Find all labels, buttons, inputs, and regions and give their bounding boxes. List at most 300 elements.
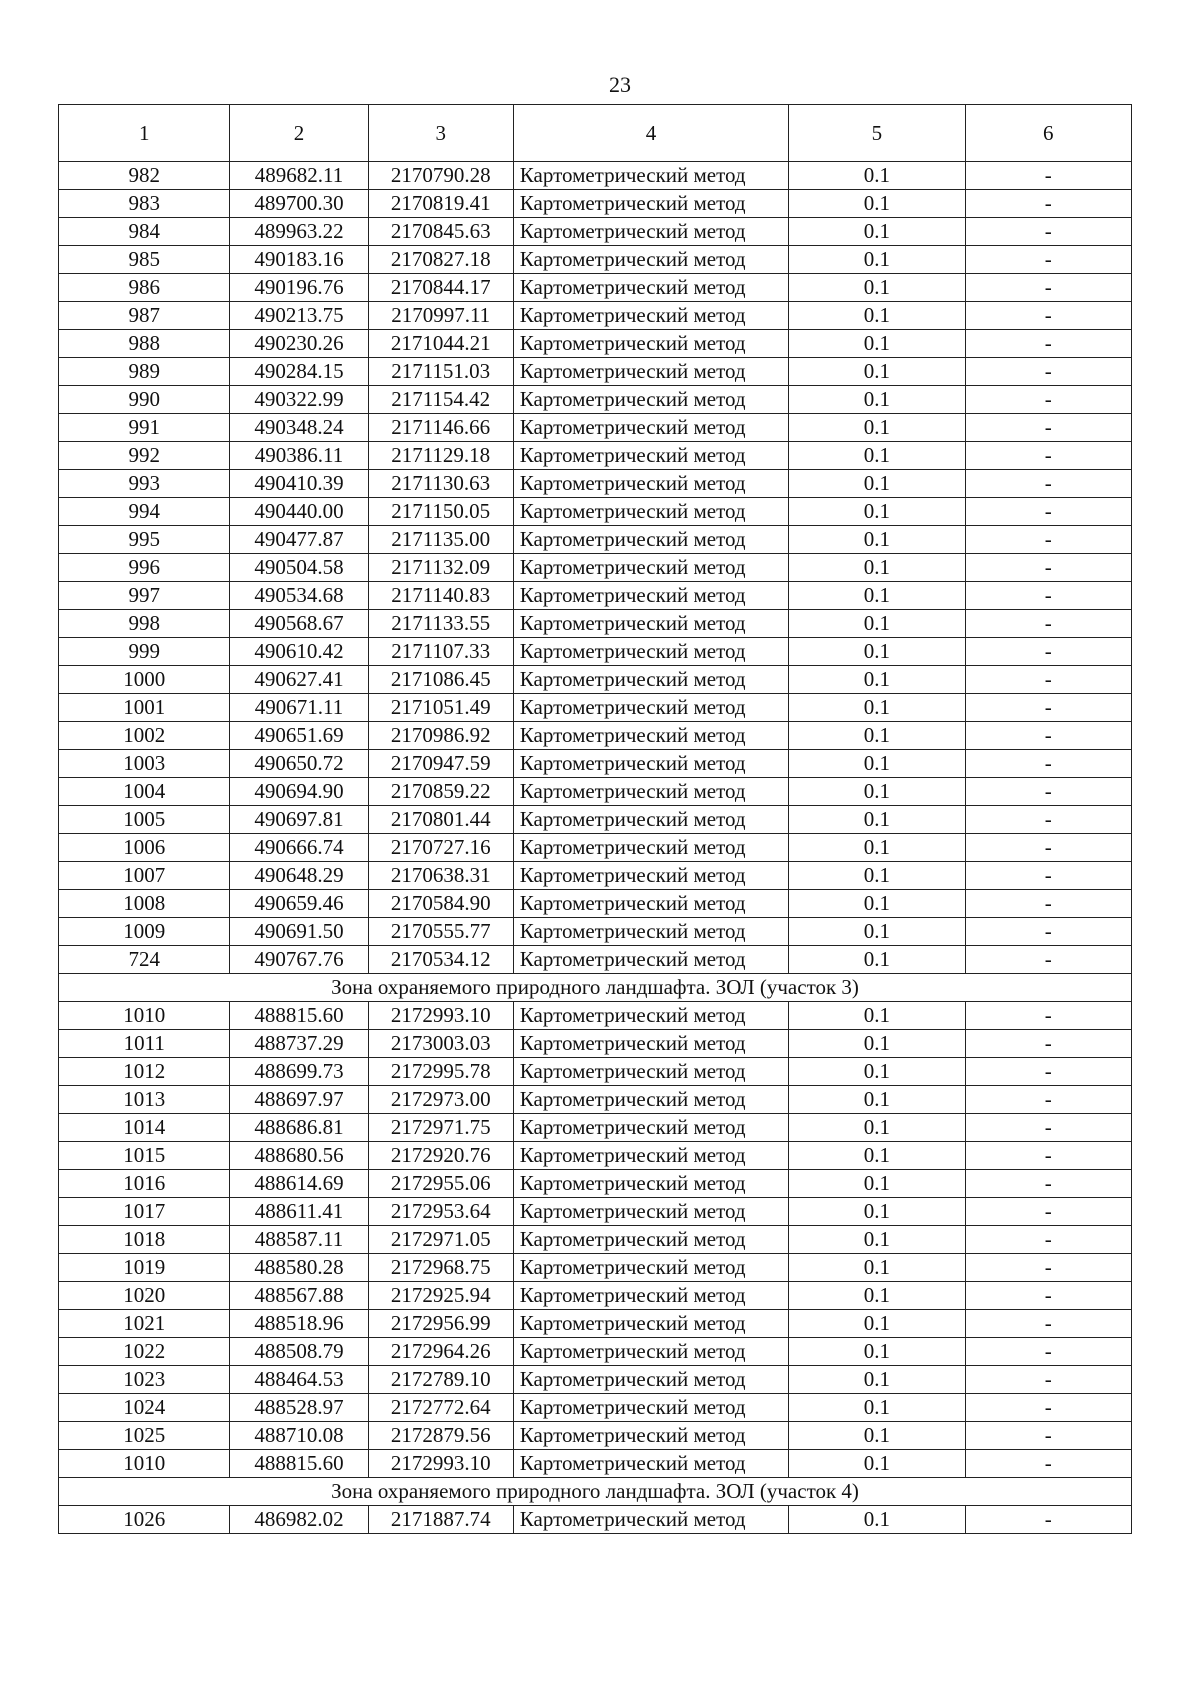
cell-acc: 0.1 [789, 1142, 965, 1170]
cell-x: 488528.97 [230, 1394, 368, 1422]
cell-y: 2171086.45 [368, 666, 513, 694]
cell-y: 2171146.66 [368, 414, 513, 442]
cell-note: - [965, 1254, 1131, 1282]
cell-y: 2171150.05 [368, 498, 513, 526]
cell-y: 2172973.00 [368, 1086, 513, 1114]
table-row [59, 470, 1132, 498]
cell-n: 1026 [59, 1506, 230, 1534]
cell-x: 488710.08 [230, 1422, 368, 1450]
cell-n: 984 [59, 218, 230, 246]
cell-y: 2172953.64 [368, 1198, 513, 1226]
cell-acc: 0.1 [789, 1226, 965, 1254]
coordinates-table [58, 104, 1132, 1534]
cell-note: - [965, 750, 1131, 778]
cell-note: - [965, 1422, 1131, 1450]
table-row [59, 554, 1132, 582]
table-row [59, 918, 1132, 946]
cell-n: 1022 [59, 1338, 230, 1366]
cell-x: 490534.68 [230, 582, 368, 610]
page-number: 23 [609, 72, 631, 97]
table-row [59, 1114, 1132, 1142]
header-cell: 3 [368, 105, 513, 162]
header-cell: 1 [59, 105, 230, 162]
cell-note: - [965, 246, 1131, 274]
cell-x: 488580.28 [230, 1254, 368, 1282]
table-row [59, 806, 1132, 834]
cell-note: - [965, 778, 1131, 806]
cell-method: Картометрический метод [513, 386, 788, 414]
cell-x: 490767.76 [230, 946, 368, 974]
cell-method: Картометрический метод [513, 1338, 788, 1366]
table-row [59, 442, 1132, 470]
cell-y: 2170727.16 [368, 834, 513, 862]
table-row [59, 890, 1132, 918]
table-header [59, 105, 1132, 162]
cell-x: 488464.53 [230, 1366, 368, 1394]
cell-method: Картометрический метод [513, 1198, 788, 1226]
cell-acc: 0.1 [789, 1254, 965, 1282]
cell-method: Картометрический метод [513, 946, 788, 974]
cell-method: Картометрический метод [513, 330, 788, 358]
cell-y: 2170997.11 [368, 302, 513, 330]
table-row [59, 1394, 1132, 1422]
table-row [59, 246, 1132, 274]
cell-n: 996 [59, 554, 230, 582]
cell-method: Картометрический метод [513, 862, 788, 890]
cell-note: - [965, 1338, 1131, 1366]
cell-x: 490410.39 [230, 470, 368, 498]
cell-note: - [965, 1310, 1131, 1338]
cell-x: 490650.72 [230, 750, 368, 778]
cell-n: 987 [59, 302, 230, 330]
table-row [59, 274, 1132, 302]
cell-note: - [965, 1002, 1131, 1030]
cell-acc: 0.1 [789, 162, 965, 190]
cell-acc: 0.1 [789, 554, 965, 582]
table-row [59, 694, 1132, 722]
cell-y: 2170534.12 [368, 946, 513, 974]
cell-x: 490386.11 [230, 442, 368, 470]
table-row [59, 162, 1132, 190]
cell-x: 488815.60 [230, 1450, 368, 1478]
cell-method: Картометрический метод [513, 1086, 788, 1114]
cell-x: 488508.79 [230, 1338, 368, 1366]
table-row [59, 1170, 1132, 1198]
cell-n: 1009 [59, 918, 230, 946]
cell-x: 488567.88 [230, 1282, 368, 1310]
cell-y: 2170801.44 [368, 806, 513, 834]
cell-acc: 0.1 [789, 778, 965, 806]
cell-acc: 0.1 [789, 750, 965, 778]
cell-note: - [965, 274, 1131, 302]
cell-acc: 0.1 [789, 638, 965, 666]
cell-x: 490694.90 [230, 778, 368, 806]
cell-x: 490477.87 [230, 526, 368, 554]
cell-n: 983 [59, 190, 230, 218]
cell-method: Картометрический метод [513, 1394, 788, 1422]
cell-n: 1016 [59, 1170, 230, 1198]
cell-method: Картометрический метод [513, 218, 788, 246]
cell-y: 2170947.59 [368, 750, 513, 778]
cell-note: - [965, 1142, 1131, 1170]
cell-x: 490230.26 [230, 330, 368, 358]
table-row [59, 638, 1132, 666]
table-row [59, 1506, 1132, 1534]
cell-note: - [965, 526, 1131, 554]
cell-x: 488587.11 [230, 1226, 368, 1254]
cell-x: 490504.58 [230, 554, 368, 582]
cell-method: Картометрический метод [513, 246, 788, 274]
cell-note: - [965, 918, 1131, 946]
cell-x: 490440.00 [230, 498, 368, 526]
cell-note: - [965, 1114, 1131, 1142]
cell-x: 490610.42 [230, 638, 368, 666]
cell-method: Картометрический метод [513, 554, 788, 582]
cell-n: 985 [59, 246, 230, 274]
cell-acc: 0.1 [789, 1450, 965, 1478]
cell-acc: 0.1 [789, 1394, 965, 1422]
table-row [59, 386, 1132, 414]
table-row [59, 498, 1132, 526]
cell-y: 2170859.22 [368, 778, 513, 806]
cell-note: - [965, 218, 1131, 246]
table-row [59, 946, 1132, 974]
cell-acc: 0.1 [789, 218, 965, 246]
cell-n: 1003 [59, 750, 230, 778]
cell-acc: 0.1 [789, 414, 965, 442]
table-body [59, 162, 1132, 1534]
table-row [59, 1254, 1132, 1282]
cell-note: - [965, 386, 1131, 414]
table-row [59, 834, 1132, 862]
section-title: Зона охраняемого природного ландшафта. ЗОЛ (участок 3) [59, 974, 1132, 1002]
cell-y: 2170986.92 [368, 722, 513, 750]
cell-x: 490651.69 [230, 722, 368, 750]
cell-x: 486982.02 [230, 1506, 368, 1534]
cell-method: Картометрический метод [513, 162, 788, 190]
table-row [59, 582, 1132, 610]
cell-y: 2172955.06 [368, 1170, 513, 1198]
cell-method: Картометрический метод [513, 1002, 788, 1030]
cell-method: Картометрический метод [513, 1282, 788, 1310]
cell-method: Картометрический метод [513, 1254, 788, 1282]
cell-n: 998 [59, 610, 230, 638]
cell-y: 2170790.28 [368, 162, 513, 190]
cell-method: Картометрический метод [513, 190, 788, 218]
cell-acc: 0.1 [789, 722, 965, 750]
table-row [59, 330, 1132, 358]
cell-note: - [965, 610, 1131, 638]
table-row [59, 1058, 1132, 1086]
cell-method: Картометрический метод [513, 1366, 788, 1394]
cell-y: 2172920.76 [368, 1142, 513, 1170]
cell-x: 488697.97 [230, 1086, 368, 1114]
header-cell: 6 [965, 105, 1131, 162]
cell-n: 991 [59, 414, 230, 442]
cell-x: 488686.81 [230, 1114, 368, 1142]
cell-n: 1000 [59, 666, 230, 694]
cell-n: 1012 [59, 1058, 230, 1086]
cell-method: Картометрический метод [513, 498, 788, 526]
cell-y: 2172971.75 [368, 1114, 513, 1142]
cell-x: 490183.16 [230, 246, 368, 274]
cell-x: 488680.56 [230, 1142, 368, 1170]
cell-y: 2172968.75 [368, 1254, 513, 1282]
table-row [59, 414, 1132, 442]
cell-method: Картометрический метод [513, 694, 788, 722]
table-row [59, 1198, 1132, 1226]
table-row [59, 1310, 1132, 1338]
cell-acc: 0.1 [789, 1422, 965, 1450]
cell-note: - [965, 1450, 1131, 1478]
table-row [59, 1338, 1132, 1366]
cell-n: 995 [59, 526, 230, 554]
cell-n: 1024 [59, 1394, 230, 1422]
cell-n: 1004 [59, 778, 230, 806]
cell-acc: 0.1 [789, 1198, 965, 1226]
cell-note: - [965, 302, 1131, 330]
cell-note: - [965, 470, 1131, 498]
cell-y: 2171135.00 [368, 526, 513, 554]
cell-n: 1010 [59, 1002, 230, 1030]
cell-x: 489963.22 [230, 218, 368, 246]
cell-note: - [965, 190, 1131, 218]
cell-y: 2171887.74 [368, 1506, 513, 1534]
cell-note: - [965, 358, 1131, 386]
cell-x: 490348.24 [230, 414, 368, 442]
cell-method: Картометрический метод [513, 722, 788, 750]
cell-note: - [965, 638, 1131, 666]
cell-n: 994 [59, 498, 230, 526]
section-title: Зона охраняемого природного ландшафта. ЗОЛ (участок 4) [59, 1478, 1132, 1506]
cell-x: 490671.11 [230, 694, 368, 722]
cell-acc: 0.1 [789, 358, 965, 386]
cell-n: 992 [59, 442, 230, 470]
cell-x: 490213.75 [230, 302, 368, 330]
cell-note: - [965, 862, 1131, 890]
cell-acc: 0.1 [789, 890, 965, 918]
table-row [59, 1030, 1132, 1058]
cell-n: 982 [59, 162, 230, 190]
table-row [59, 610, 1132, 638]
cell-note: - [965, 442, 1131, 470]
cell-note: - [965, 1366, 1131, 1394]
cell-method: Картометрический метод [513, 610, 788, 638]
table-row [59, 862, 1132, 890]
cell-note: - [965, 1030, 1131, 1058]
cell-y: 2170819.41 [368, 190, 513, 218]
cell-y: 2171129.18 [368, 442, 513, 470]
cell-n: 1001 [59, 694, 230, 722]
cell-acc: 0.1 [789, 1282, 965, 1310]
cell-n: 1018 [59, 1226, 230, 1254]
cell-method: Картометрический метод [513, 358, 788, 386]
cell-method: Картометрический метод [513, 834, 788, 862]
cell-n: 1005 [59, 806, 230, 834]
table-row [59, 526, 1132, 554]
cell-y: 2171130.63 [368, 470, 513, 498]
cell-x: 490196.76 [230, 274, 368, 302]
cell-y: 2171107.33 [368, 638, 513, 666]
cell-method: Картометрический метод [513, 806, 788, 834]
table-row [59, 1366, 1132, 1394]
cell-method: Картометрический метод [513, 470, 788, 498]
cell-y: 2170827.18 [368, 246, 513, 274]
cell-n: 1013 [59, 1086, 230, 1114]
cell-method: Картометрический метод [513, 1170, 788, 1198]
cell-n: 1014 [59, 1114, 230, 1142]
cell-method: Картометрический метод [513, 274, 788, 302]
cell-note: - [965, 1198, 1131, 1226]
cell-y: 2171044.21 [368, 330, 513, 358]
table-row [59, 218, 1132, 246]
cell-acc: 0.1 [789, 386, 965, 414]
cell-n: 1017 [59, 1198, 230, 1226]
cell-x: 490568.67 [230, 610, 368, 638]
cell-y: 2172925.94 [368, 1282, 513, 1310]
cell-method: Картометрический метод [513, 890, 788, 918]
cell-note: - [965, 1170, 1131, 1198]
table-row [59, 190, 1132, 218]
cell-acc: 0.1 [789, 1114, 965, 1142]
cell-note: - [965, 1506, 1131, 1534]
cell-acc: 0.1 [789, 1002, 965, 1030]
cell-y: 2170638.31 [368, 862, 513, 890]
cell-acc: 0.1 [789, 442, 965, 470]
cell-x: 488611.41 [230, 1198, 368, 1226]
cell-method: Картометрический метод [513, 1226, 788, 1254]
cell-n: 1011 [59, 1030, 230, 1058]
cell-method: Картометрический метод [513, 1058, 788, 1086]
section-row [59, 1478, 1132, 1506]
cell-y: 2170555.77 [368, 918, 513, 946]
cell-n: 993 [59, 470, 230, 498]
cell-method: Картометрический метод [513, 1310, 788, 1338]
cell-y: 2172995.78 [368, 1058, 513, 1086]
cell-y: 2171154.42 [368, 386, 513, 414]
cell-note: - [965, 554, 1131, 582]
cell-method: Картометрический метод [513, 1030, 788, 1058]
cell-note: - [965, 1226, 1131, 1254]
cell-y: 2172964.26 [368, 1338, 513, 1366]
cell-x: 488518.96 [230, 1310, 368, 1338]
table-row [59, 1450, 1132, 1478]
table-row [59, 750, 1132, 778]
cell-note: - [965, 694, 1131, 722]
cell-acc: 0.1 [789, 1506, 965, 1534]
cell-note: - [965, 1058, 1131, 1086]
cell-n: 1025 [59, 1422, 230, 1450]
cell-n: 724 [59, 946, 230, 974]
cell-n: 990 [59, 386, 230, 414]
cell-note: - [965, 806, 1131, 834]
cell-y: 2171132.09 [368, 554, 513, 582]
cell-x: 490284.15 [230, 358, 368, 386]
cell-acc: 0.1 [789, 946, 965, 974]
cell-note: - [965, 330, 1131, 358]
cell-acc: 0.1 [789, 274, 965, 302]
cell-n: 1020 [59, 1282, 230, 1310]
cell-note: - [965, 162, 1131, 190]
cell-acc: 0.1 [789, 526, 965, 554]
cell-acc: 0.1 [789, 1030, 965, 1058]
cell-acc: 0.1 [789, 1338, 965, 1366]
cell-method: Картометрический метод [513, 778, 788, 806]
cell-y: 2171133.55 [368, 610, 513, 638]
table-row [59, 1282, 1132, 1310]
cell-acc: 0.1 [789, 918, 965, 946]
cell-acc: 0.1 [789, 582, 965, 610]
cell-n: 989 [59, 358, 230, 386]
cell-x: 489682.11 [230, 162, 368, 190]
cell-y: 2171051.49 [368, 694, 513, 722]
cell-y: 2171151.03 [368, 358, 513, 386]
cell-method: Картометрический метод [513, 442, 788, 470]
cell-x: 488699.73 [230, 1058, 368, 1086]
cell-acc: 0.1 [789, 666, 965, 694]
cell-acc: 0.1 [789, 806, 965, 834]
cell-n: 1006 [59, 834, 230, 862]
header-cell: 2 [230, 105, 368, 162]
cell-note: - [965, 582, 1131, 610]
cell-n: 1007 [59, 862, 230, 890]
table-row [59, 1086, 1132, 1114]
table-row [59, 358, 1132, 386]
cell-method: Картометрический метод [513, 1450, 788, 1478]
table-row [59, 722, 1132, 750]
cell-y: 2170845.63 [368, 218, 513, 246]
cell-acc: 0.1 [789, 1366, 965, 1394]
cell-acc: 0.1 [789, 834, 965, 862]
cell-acc: 0.1 [789, 330, 965, 358]
cell-method: Картометрический метод [513, 414, 788, 442]
cell-note: - [965, 722, 1131, 750]
cell-x: 488614.69 [230, 1170, 368, 1198]
table-row [59, 1422, 1132, 1450]
cell-y: 2170844.17 [368, 274, 513, 302]
cell-x: 488815.60 [230, 1002, 368, 1030]
cell-acc: 0.1 [789, 862, 965, 890]
cell-x: 490697.81 [230, 806, 368, 834]
table-row [59, 302, 1132, 330]
cell-x: 490322.99 [230, 386, 368, 414]
cell-acc: 0.1 [789, 470, 965, 498]
section-row [59, 974, 1132, 1002]
cell-note: - [965, 834, 1131, 862]
table-row [59, 1002, 1132, 1030]
header-cell: 5 [789, 105, 965, 162]
cell-method: Картометрический метод [513, 302, 788, 330]
cell-x: 490648.29 [230, 862, 368, 890]
cell-n: 988 [59, 330, 230, 358]
header-cell: 4 [513, 105, 788, 162]
cell-method: Картометрический метод [513, 638, 788, 666]
cell-n: 1008 [59, 890, 230, 918]
cell-acc: 0.1 [789, 498, 965, 526]
cell-y: 2171140.83 [368, 582, 513, 610]
cell-method: Картометрический метод [513, 526, 788, 554]
cell-x: 490666.74 [230, 834, 368, 862]
cell-n: 1019 [59, 1254, 230, 1282]
cell-note: - [965, 946, 1131, 974]
cell-n: 1023 [59, 1366, 230, 1394]
cell-y: 2172971.05 [368, 1226, 513, 1254]
cell-acc: 0.1 [789, 246, 965, 274]
header-row [59, 105, 1132, 162]
cell-acc: 0.1 [789, 1170, 965, 1198]
cell-y: 2172993.10 [368, 1450, 513, 1478]
cell-acc: 0.1 [789, 302, 965, 330]
